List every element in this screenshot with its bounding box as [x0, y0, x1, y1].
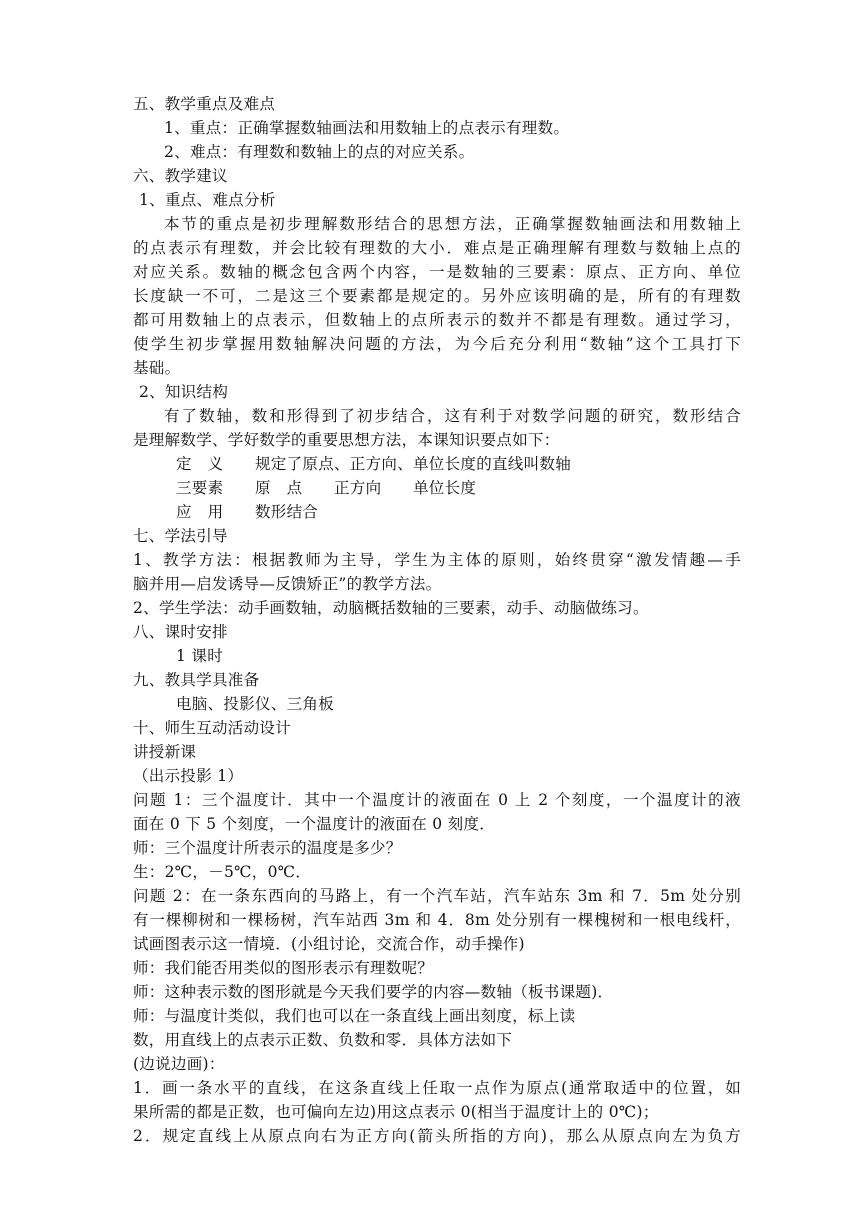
text-line: 师：三个温度计所表示的温度是多少？: [133, 839, 402, 857]
text-line: 2、难点：有理数和数轴上的点的对应关系。: [164, 143, 475, 161]
text-line: 应 用 数形结合: [176, 503, 319, 521]
text-line: 六、教学建议: [133, 167, 228, 185]
text-line: 对应关系。数轴的概念包含两个内容，一是数轴的三要素：原点、正方向、单位: [133, 263, 741, 281]
text-line: 问题 1：三个温度计．其中一个温度计的液面在 0 上 2 个刻度，一个温度计的液: [133, 791, 741, 809]
text-line: 电脑、投影仪、三角板: [176, 695, 335, 713]
text-line: 十、师生互动活动设计: [133, 719, 292, 737]
text-line: 2、知识结构: [139, 383, 229, 401]
text-line: 都可用数轴上的点表示，但数轴上的点所表示的数并不都是有理数。通过学习，: [133, 311, 741, 329]
text-line: （出示投影 1）: [133, 767, 244, 785]
text-line: 使学生初步掌握用数轴解决问题的方法，为今后充分利用“数轴”这个工具打下: [133, 335, 741, 353]
text-line: 的点表示有理数，并会比较有理数的大小．难点是正确理解有理数与数轴上点的: [133, 239, 741, 257]
text-line: 问题 2：在一条东西向的马路上，有一个汽车站，汽车站东 3m 和 7．5m 处分别: [133, 887, 741, 905]
text-line: 果所需的都是正数，也可偏向左边)用这点表示 0(相当于温度计上的 0℃)；: [133, 1103, 659, 1121]
text-line: 师：这种表示数的图形就是今天我们要学的内容—数轴（板书课题)．: [133, 983, 614, 1001]
text-line: (边说边画)：: [133, 1055, 225, 1073]
text-line: 面在 0 下 5 个刻度，一个温度计的液面在 0 刻度．: [133, 815, 496, 833]
text-line: 1 课时: [176, 647, 223, 665]
text-line: 有一棵柳树和一棵杨树，汽车站西 3m 和 4．8m 处分别有一棵槐树和一根电线杆，: [133, 911, 741, 929]
text-line: 五、教学重点及难点: [133, 95, 276, 113]
text-line: 是理解数学、学好数学的重要思想方法，本课知识要点如下：: [133, 431, 560, 449]
text-line: 师：与温度计类似，我们也可以在一条直线上画出刻度，标上读: [133, 1007, 576, 1025]
text-line: 三要素 原 点 正方向 单位长度: [176, 479, 477, 497]
text-line: 定 义 规定了原点、正方向、单位长度的直线叫数轴: [176, 455, 572, 473]
text-line: 讲授新课: [133, 743, 197, 761]
text-line: 八、课时安排: [133, 623, 228, 641]
text-line: 2、学生学法：动手画数轴，动脑概括数轴的三要素，动手、动脑做练习。: [133, 599, 649, 617]
text-line: 1、重点：正确掌握数轴画法和用数轴上的点表示有理数。: [164, 119, 570, 137]
text-line: 1、教学方法：根据教师为主导，学生为主体的原则，始终贯穿“激发情趣—手: [133, 551, 741, 569]
text-line: 长度缺一不可，二是这三个要素都是规定的。另外应该明确的是，所有的有理数: [133, 287, 741, 305]
text-line: 有了数轴，数和形得到了初步结合，这有利于对数学问题的研究，数形结合: [164, 407, 741, 425]
text-line: 1、重点、难点分析: [139, 191, 276, 209]
text-line: 师：我们能否用类似的图形表示有理数呢？: [133, 959, 434, 977]
text-line: 九、教具学具准备: [133, 671, 260, 689]
text-line: 七、学法引导: [133, 527, 228, 545]
text-line: 本节的重点是初步理解数形结合的思想方法，正确掌握数轴画法和用数轴上: [164, 215, 741, 233]
text-line: 生：2℃，－5℃，0℃．: [133, 863, 312, 881]
text-line: 数，用直线上的点表示正数、负数和零．具体方法如下: [133, 1031, 513, 1049]
text-line: 2．规定直线上从原点向右为正方向(箭头所指的方向)，那么从原点向左为负方: [133, 1127, 741, 1145]
text-line: 1．画一条水平的直线，在这条直线上任取一点作为原点(通常取适中的位置，如: [133, 1079, 741, 1097]
text-line: 脑并用—启发诱导—反馈矫正”的教学方法。: [133, 575, 442, 593]
text-line: 基础。: [133, 359, 181, 377]
text-line: 试画图表示这一情境．(小组讨论，交流合作，动手操作): [133, 935, 525, 953]
